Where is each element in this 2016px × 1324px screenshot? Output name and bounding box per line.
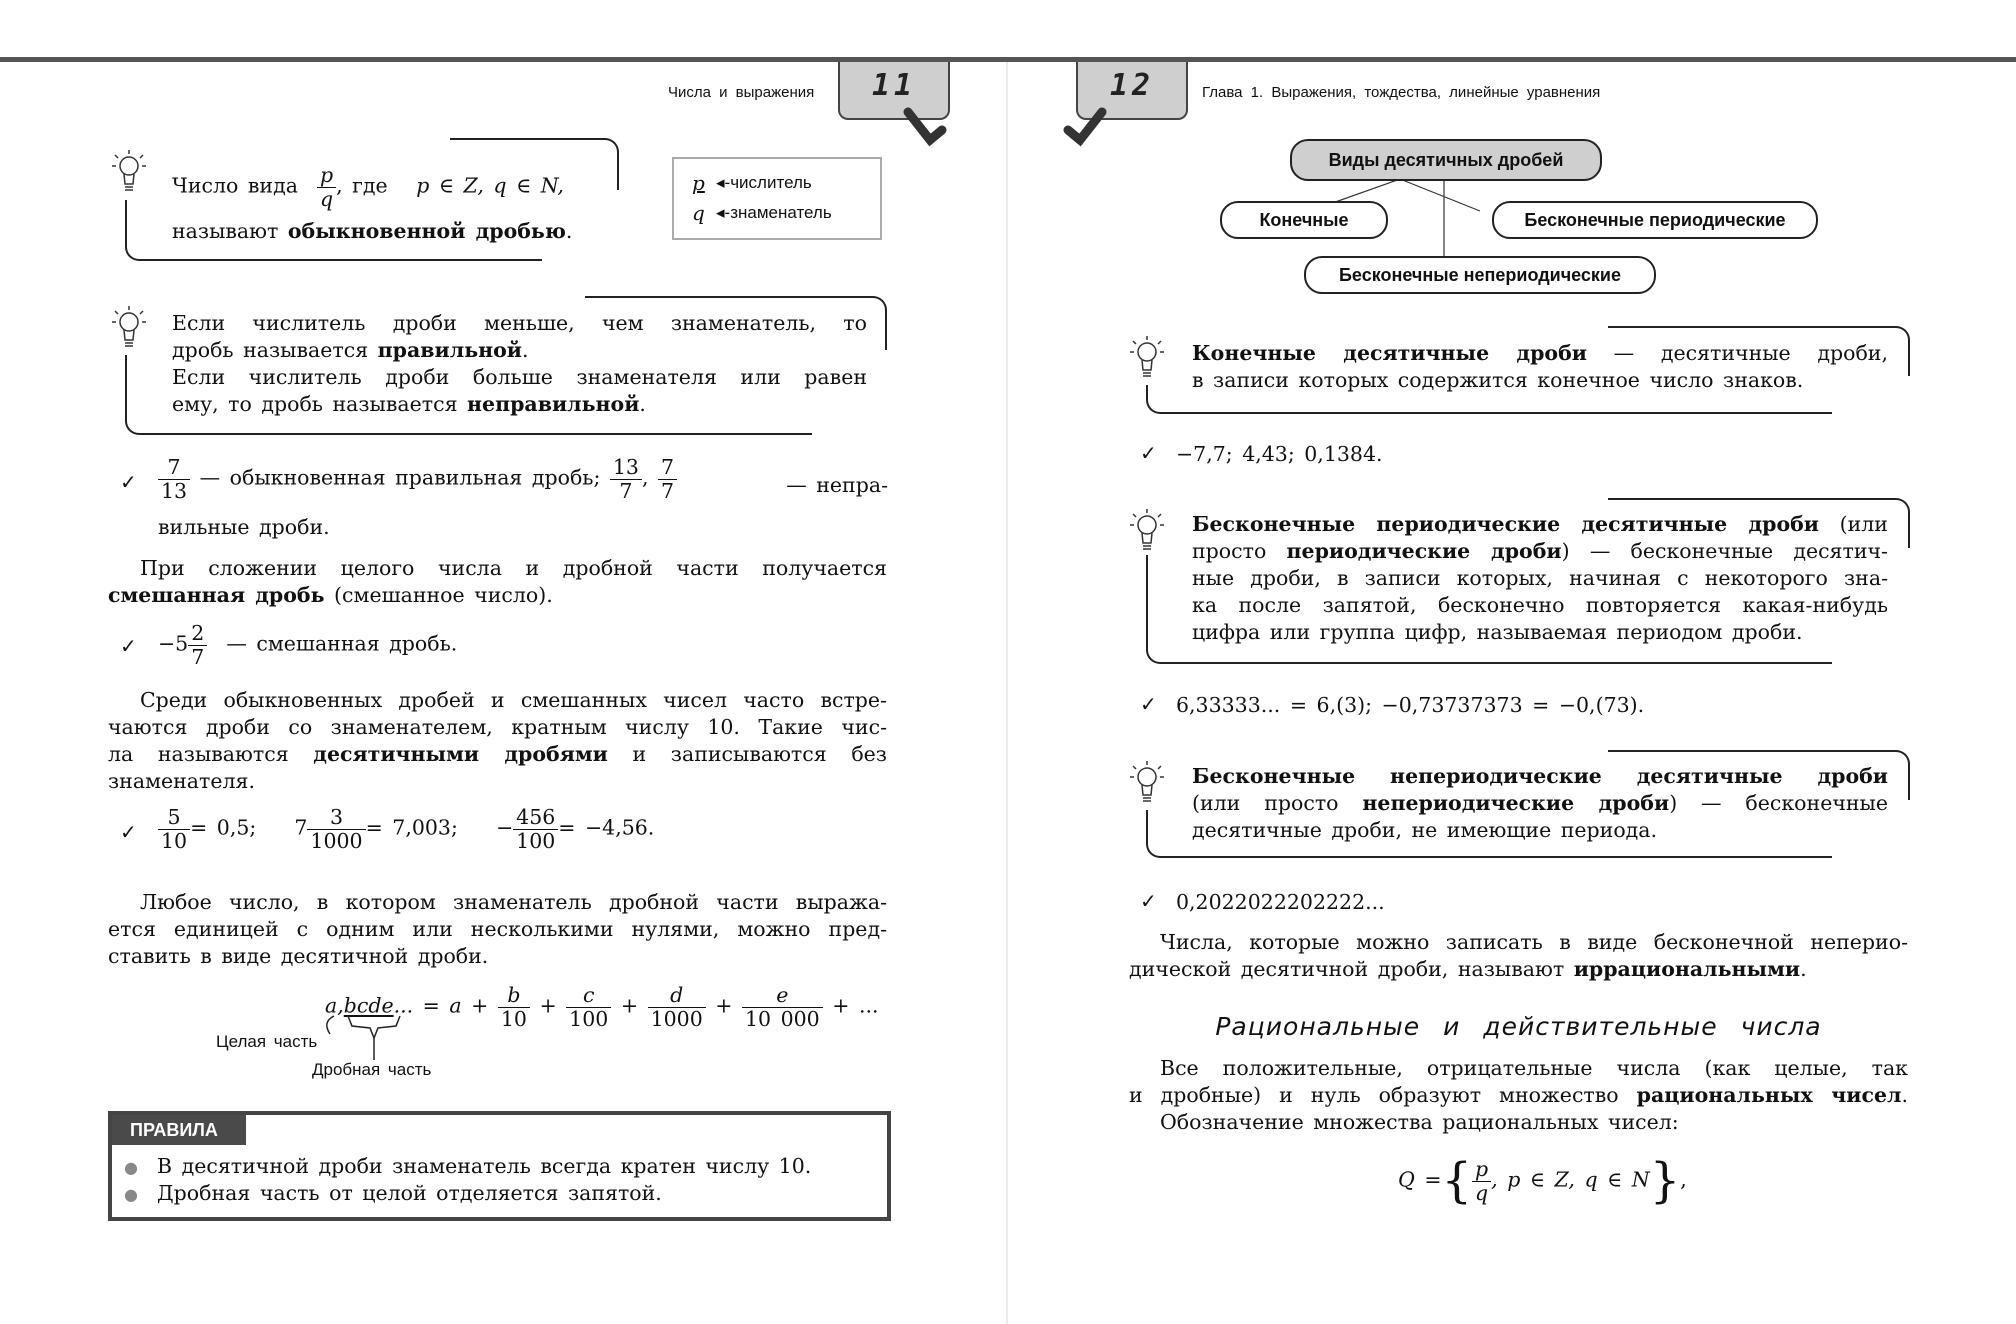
diagram-root: Виды десятичных дробей (1290, 139, 1602, 181)
rules-item: ● В десятичной дроби знаменатель всегда кратен числу 10. (124, 1154, 812, 1178)
example-proper-improper-cont: вильные дроби. (158, 515, 330, 539)
any-para-line1: Любое число, в котором знаменатель дробной части выража- (140, 890, 887, 914)
decimal-para-line1: Среди обыкновенных дробей и смешанных чисел часто встре- (140, 688, 887, 712)
example-proper-improper: $\frac{7}{13}$ — обыкновенная правильная дробь; $\frac{13}{7}$ , $\frac{7}{7}$ — непра- (158, 456, 888, 502)
rational-para-line1: Все положительные, отрицательные числа (как целые, так (1160, 1056, 1908, 1080)
page-tab-curl-left (900, 100, 950, 160)
checkmark-icon: ✓ (120, 820, 137, 844)
rules-title (112, 1115, 246, 1145)
def-proper-line3: Если числитель дроби больше знаменателя или равен (172, 365, 867, 389)
def-nonperiodic-line2: (или просто непериодические дроби) — бесконечные (1192, 791, 1888, 815)
def-common-line1: Число вида $\frac{p}{q}$ , где p ∈ Z, q ∈ N, (172, 163, 564, 211)
any-para-line3: ставить в виде десятичной дроби. (108, 944, 489, 968)
label-fraction-part: Дробная часть (312, 1060, 432, 1079)
def-periodic-line2: просто периодические дроби) — бесконечные десятич- (1192, 539, 1888, 563)
def-periodic-line3: ные дроби, в записи которых, начиная с некоторого зна- (1192, 566, 1888, 590)
diagram-finite: Конечные (1220, 201, 1388, 239)
def-periodic-line1: Бесконечные периодические десятичные дроби (или (1192, 512, 1888, 536)
checkmark-icon: ✓ (1140, 441, 1157, 465)
legend-p: p (692, 171, 705, 195)
lightbulb-icon (1128, 757, 1166, 813)
section-title: Рациональные и действительные числа (1215, 1012, 1822, 1041)
rules-box (108, 1111, 891, 1221)
rational-para-line3: Обозначение множества рациональных чисел: (1160, 1110, 1679, 1134)
example-periodic: 6,33333... = 6,(3); −0,73737373 = −0,(73). (1176, 693, 1645, 717)
running-title-left: Числа и выражения (668, 84, 815, 101)
mixed-para-line2: смешанная дробь (смешанное число). (108, 583, 553, 607)
def-nonperiodic-line3: десятичные дроби, не имеющие периода. (1192, 818, 1658, 842)
page-number-left: 11 (871, 68, 917, 103)
def-proper-line2: дробь называется правильной. (172, 338, 529, 362)
def-finite-line1: Конечные десятичные дроби — десятичные дроби, (1192, 341, 1888, 365)
checkmark-icon: ✓ (1140, 889, 1157, 913)
rational-set-formula: Q ={ $\frac{p}{q}$ , p ∈ Z, q ∈ N}, (1398, 1152, 1687, 1209)
checkmark-icon: ✓ (120, 634, 137, 658)
numerator-denominator-legend (672, 157, 882, 240)
decimal-expansion-formula: a,bcde... = a + $\frac{b}{10}$ + $\frac{c}{100}$ + $\frac{d}{1000}$ + $\frac{e}{10 000}$ + ... (325, 983, 879, 1031)
mixed-para-line1: При сложении целого числа и дробной части получается (140, 556, 887, 580)
running-title-right: Глава 1. Выражения, тождества, линейные уравнения (1202, 84, 1601, 101)
def-nonperiodic-line1: Бесконечные непериодические десятичные дроби (1192, 764, 1888, 788)
legend-q: q (692, 201, 705, 225)
def-periodic-line4: ка после запятой, бесконечно повторяется какая-нибудь (1192, 593, 1888, 617)
example-decimals: $\frac{5}{10}$ = 0,5; 7 $\frac{3}{1000}$ = 7,003; − $\frac{456}{100}$ = −4,56. (158, 806, 654, 852)
irr-para-line1: Числа, которые можно записать в виде бесконечной неперио- (1160, 930, 1908, 954)
lightbulb-icon (1128, 332, 1166, 388)
def-proper-line4: ему, то дробь называется неправильной. (172, 392, 646, 416)
page-tab-curl-right (1062, 100, 1112, 160)
irr-para-line2: дической десятичной дроби, называют иррациональными. (1129, 957, 1807, 981)
checkmark-icon: ✓ (120, 470, 137, 494)
def-common-line2: называют обыкновенной дробью. (172, 219, 573, 243)
def-proper-line1: Если числитель дроби меньше, чем знаменатель, то (172, 311, 867, 335)
def-finite-line2: в записи которых содержится конечное число знаков. (1192, 368, 1804, 392)
label-integer-part: Целая часть (216, 1032, 318, 1051)
legend-numerator: ◂-числитель (716, 173, 812, 192)
example-nonperiodic: 0,2022022202222... (1176, 890, 1385, 914)
example-mixed: −5 $\frac{2}{7}$ — смешанная дробь. (158, 621, 458, 669)
checkmark-icon: ✓ (1140, 692, 1157, 716)
diagram-periodic: Бесконечные периодические (1492, 201, 1818, 239)
top-rule (0, 57, 2016, 62)
lightbulb-icon (110, 146, 148, 202)
diagram-nonperiodic: Бесконечные непериодические (1304, 256, 1656, 294)
page-spine (1006, 62, 1008, 1324)
any-para-line2: ется единицей с одним или несколькими нулями, можно пред- (108, 917, 887, 941)
page-number-right: 12 (1109, 68, 1155, 103)
legend-denominator: ◂-знаменатель (716, 203, 832, 222)
lightbulb-icon (110, 302, 148, 358)
rules-title-text: ПРАВИЛА (130, 1120, 218, 1140)
decimal-para-line4: знаменателя. (108, 769, 255, 793)
decimal-para-line2: чаются дроби со знаменателем, кратным числу 10. Такие чис- (108, 715, 887, 739)
rational-para-line2: и дробные) и нуль образуют множество рациональных чисел. (1129, 1083, 1908, 1107)
example-finite: −7,7; 4,43; 0,1384. (1176, 442, 1383, 466)
decimal-para-line3: ла называются десятичными дробями и записываются без (108, 742, 887, 766)
def-periodic-line5: цифра или группа цифр, называемая периодом дроби. (1192, 620, 1803, 644)
rules-item: ● Дробная часть от целой отделяется запятой. (124, 1181, 662, 1205)
lightbulb-icon (1128, 505, 1166, 561)
